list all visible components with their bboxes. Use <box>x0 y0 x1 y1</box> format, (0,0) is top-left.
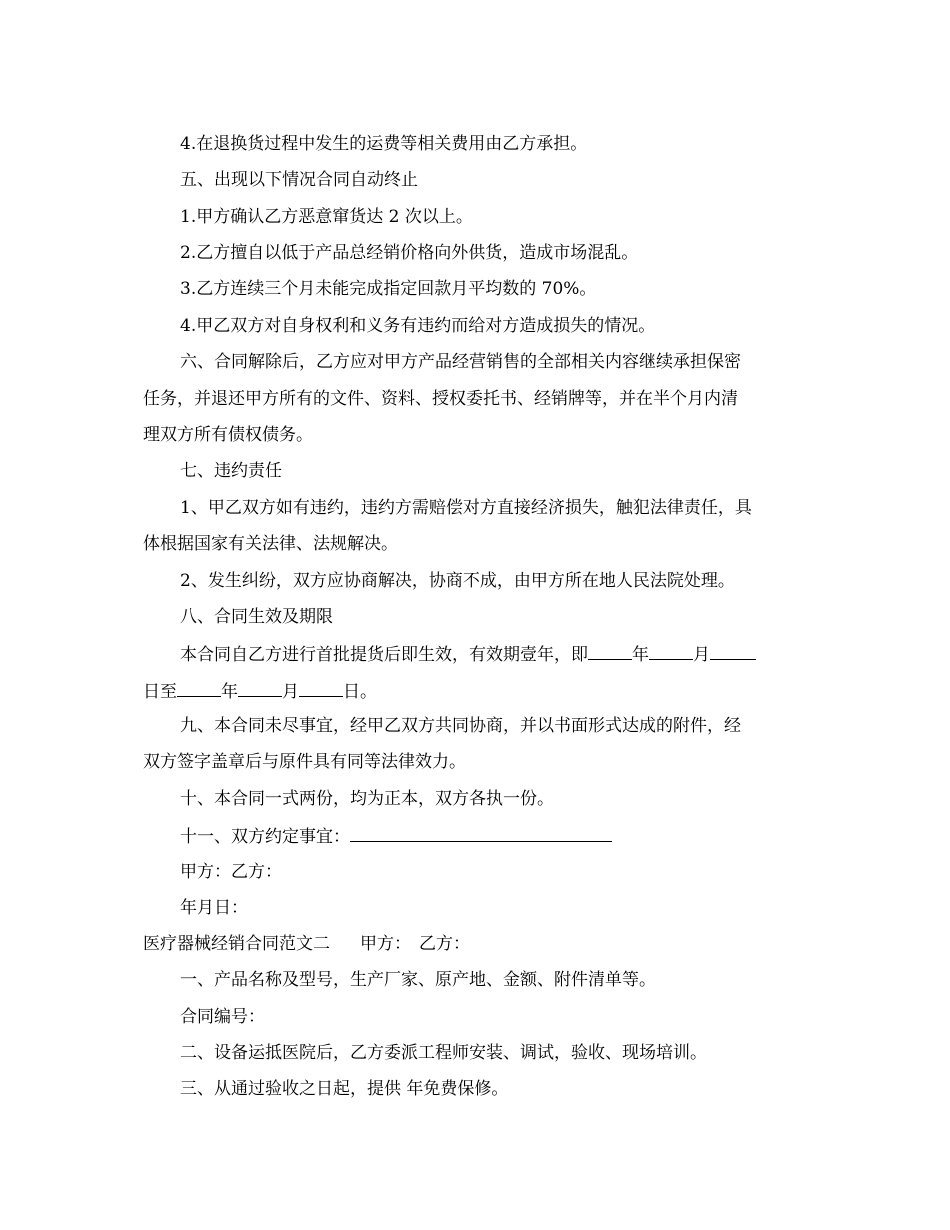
section-9-line-2: 双方签字盖章后与原件具有同等法律效力。 <box>143 752 466 772</box>
end-day-label: 日。 <box>343 682 377 702</box>
month-label: 月 <box>693 645 710 665</box>
sample-two-title-line <box>0 932 950 956</box>
clause-7-1-line-1: 1、甲乙双方如有违约，违约方需赔偿对方直接经济损失，触犯法律责任，具 <box>180 498 752 518</box>
section-11 <box>0 823 950 847</box>
sample-two-clause-1: 一、产品名称及型号，生产厂家、原产地、金额、附件清单等。 <box>180 970 656 990</box>
party-b-label: 乙方： <box>419 934 470 954</box>
section-6-line-3: 理双方所有债权债务。 <box>143 425 313 445</box>
party-a-label: 甲方： <box>360 934 411 954</box>
sample-two-clause-2: 二、设备运抵医院后，乙方委派工程师安装、调试，验收、现场培训。 <box>180 1043 707 1063</box>
validity-line-2 <box>0 678 950 702</box>
validity-text: 本合同自乙方进行首批提货后即生效，有效期壹年，即 <box>180 645 588 665</box>
sample-two-title: 医疗器械经销合同范文二 <box>143 934 330 954</box>
agreed-matters-blank <box>350 823 612 842</box>
party-signatures: 甲方：乙方： <box>180 862 282 882</box>
clause-4-freight-cost: 4.在退换货过程中发生的运费等相关费用由乙方承担。 <box>180 134 588 154</box>
month-blank <box>649 641 693 660</box>
contract-number: 合同编号： <box>180 1007 265 1027</box>
clause-7-1-line-2: 体根据国家有关法律、法规解决。 <box>143 534 398 554</box>
day-to-label: 日至 <box>143 682 177 702</box>
clause-5-4: 4.甲乙双方对自身权利和义务有违约而给对方造成损失的情况。 <box>180 316 656 336</box>
sample-two-clause-3: 三、从通过验收之日起，提供 年免费保修。 <box>180 1079 509 1099</box>
section-9-line-1: 九、本合同未尽事宜，经甲乙双方共同协商，并以书面形式达成的附件，经 <box>180 716 741 736</box>
end-day-blank <box>299 678 343 697</box>
clause-7-2: 2、发生纠纷，双方应协商解决，协商不成，由甲方所在地人民法院处理。 <box>180 571 735 591</box>
section-8-heading: 八、合同生效及期限 <box>180 607 333 627</box>
clause-5-2: 2.乙方擅自以低于产品总经销价格向外供货，造成市场混乱。 <box>180 243 639 263</box>
section-11-label: 十一、双方约定事宜： <box>180 827 350 847</box>
section-6-line-2: 任务，并退还甲方所有的文件、资料、授权委托书、经销牌等，并在半个月内清 <box>143 389 738 409</box>
section-10: 十、本合同一式两份，均为正本，双方各执一份。 <box>180 789 554 809</box>
end-month-blank <box>238 678 282 697</box>
end-year-blank <box>177 678 221 697</box>
validity-line-1 <box>0 641 950 665</box>
year-blank <box>588 641 632 660</box>
clause-5-1: 1.甲方确认乙方恶意窜货达 2 次以上。 <box>180 207 473 227</box>
day-blank <box>710 641 756 660</box>
end-year-label: 年 <box>221 682 238 702</box>
section-5-heading: 五、出现以下情况合同自动终止 <box>180 170 418 190</box>
section-7-heading: 七、违约责任 <box>180 461 282 481</box>
end-month-label: 月 <box>282 682 299 702</box>
year-label: 年 <box>632 645 649 665</box>
clause-5-3: 3.乙方连续三个月未能完成指定回款月平均数的 70%。 <box>180 279 597 299</box>
signing-date: 年月日： <box>180 898 248 918</box>
section-6-line-1: 六、合同解除后，乙方应对甲方产品经营销售的全部相关内容继续承担保密 <box>180 352 741 372</box>
